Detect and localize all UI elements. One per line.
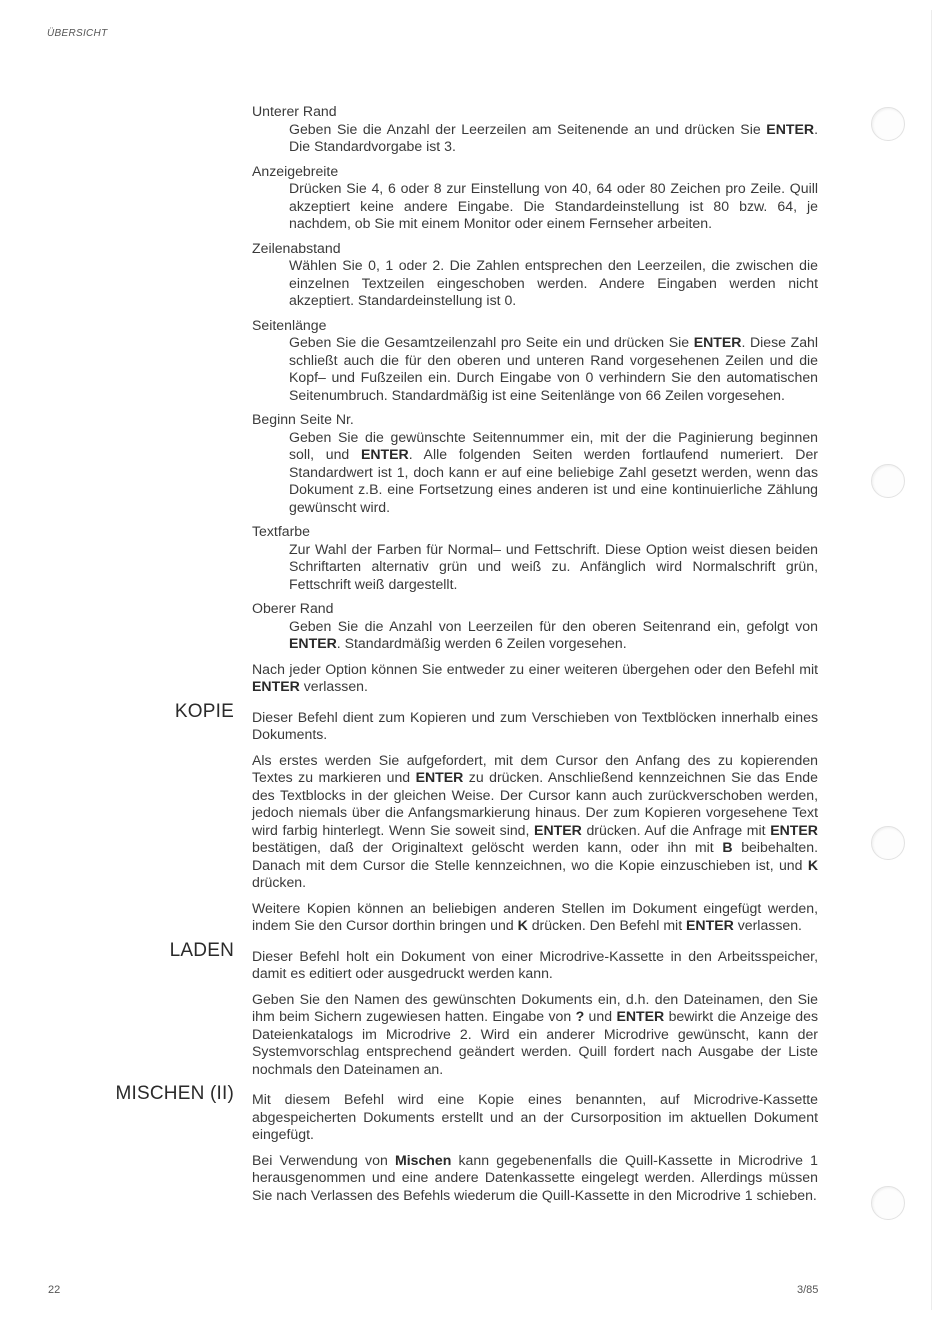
command-paragraph: Weitere Kopien können an beliebigen anderen Stellen im Dokument eingefügt werden, indem Sie den Cursor dorthin bringen und K drücken. Den Befehl mit ENTER verlassen. xyxy=(252,899,818,933)
option-term: Oberer Rand xyxy=(252,600,334,616)
option-term: Anzeigebreite xyxy=(252,162,339,179)
command-paragraph: Mit diesem Befehl wird eine Kopie eines benannten, auf Microdrive-Kassette abgespeicherten Dokuments erstellt und an der Cursorposition im aktuellen Dokument eingefügt. xyxy=(252,1091,818,1142)
option-term: Beginn Seite Nr. xyxy=(252,411,354,427)
binder-hole-1 xyxy=(871,107,905,141)
binder-hole-2 xyxy=(871,464,905,498)
option-list xyxy=(252,103,818,653)
running-header: ÜBERSICHT xyxy=(47,28,108,39)
command-heading: KOPIE xyxy=(174,700,234,722)
command-paragraph: Dieser Befehl holt ein Dokument von einer Microdrive-Kassette in den Arbeitsspeicher, damit es editiert oder ausgedruckt werden kann. xyxy=(252,947,818,981)
bold-keyword: ENTER xyxy=(534,821,582,838)
option-description: Zur Wahl der Farben für Normal– und Fettschrift. Diese Option weist diesen beiden Schriftarten alternativ grün und weiß zu. Anfänglich wird Normalschrift grün, Fettschrift weiß dargestellt. xyxy=(289,540,818,592)
command-paragraph: Geben Sie den Namen des gewünschten Dokuments ein, d.h. den Dateinamen, den Sie ihm beim Sichern zugewiesen hatten. Eingabe von ? und ENTER bewirkt die Anzeige des Dateienkatalogs im Microdrive 2. Wird ein anderer Microdrive gewünscht, kann der Systemvorschlag entsprechend geändert werden. Quill fordert nach Ausgabe der Liste nochmals den Dateinamen an. xyxy=(252,990,818,1077)
option-term: Zeilenabstand xyxy=(252,239,341,256)
command-section xyxy=(169,939,818,1079)
closing-paragraph: Nach jeder Option können Sie entweder zu einer weiteren übergehen oder den Befehl mit ENTER verlassen. xyxy=(252,660,818,694)
command-list xyxy=(115,700,819,1205)
bold-keyword: B xyxy=(722,839,733,855)
command-section xyxy=(115,1083,819,1204)
option-description: Geben Sie die gewünschte Seitennummer ein, mit der die Paginierung beginnen soll, und ENTER. Alle folgenden Seiten werden fortlaufend numeriert. Der Standardwert ist 1, doch kann er auf eine beliebige Zahl gesetzt werden, wenn das Dokument z.B. eine Fortsetzung eines anderen ist und eine kontinuierliche Zählung gewünscht wird. xyxy=(289,428,818,515)
bold-keyword: ENTER xyxy=(693,334,742,350)
page-edge xyxy=(931,10,932,1310)
main-content xyxy=(115,103,819,1204)
page-number: 22 xyxy=(48,1284,61,1296)
option-description: Geben Sie die Gesamtzeilenzahl pro Seite ein und drücken Sie ENTER. Diese Zahl schließt auch die für den oberen und unteren Rand vorgesehenen Zeilen und die Kopf– und Fußzeilen ein. Durch Eingabe von 0 verhindern Sie den automatischen Seitenumbruch. Standardmäßig ist eine Seitenlänge von 66 Zeilen vorgesehen. xyxy=(289,334,819,403)
command-paragraph: Dieser Befehl dient zum Kopieren und zum Verschieben von Textblöcken innerhalb eines Dokuments. xyxy=(252,708,818,742)
bold-keyword: K xyxy=(807,856,818,873)
bold-keyword: ENTER xyxy=(289,635,337,651)
command-paragraph: Bei Verwendung von Mischen kann gegebenenfalls die Quill-Kassette in Microdrive 1 herausgenommen und eine andere Datenkassette eingelegt werden. Allerdings müssen Sie nach Verlassen des Befehls wiederum die Quill-Kassette in den Microdrive 1 schieben. xyxy=(252,1151,819,1203)
command-paragraph: Als erstes werden Sie aufgefordert, mit dem Cursor den Anfang des zu kopierenden Textes zu markieren und ENTER zu drücken. Anschließend kennzeichnen Sie das Ende des Textblocks in der gleichen Weise. Der Cursor kann auch zurückverschoben werden, jedoch niemals über die Anfangsmarkierung hinaus. Der zum Kopieren vorgesehene Text wird farbig hinterlegt. Wenn Sie soweit sind, ENTER drücken. Auf die Anfrage mit ENTER bestätigen, daß der Originaltext gelöscht werden kann, oder ihn mit B beibehalten. Danach mit dem Cursor die Stelle kennzeichnen, wo die Kopie einzuschieben ist, und K drücken. xyxy=(252,751,819,890)
command-heading: LADEN xyxy=(169,939,234,961)
footer-code: 3/85 xyxy=(797,1284,819,1296)
bold-keyword: ENTER xyxy=(252,678,300,694)
option-term: Seitenlänge xyxy=(252,316,327,333)
bold-keyword: ? xyxy=(575,1008,585,1024)
bold-keyword: ENTER xyxy=(616,1008,665,1024)
option-term: Unterer Rand xyxy=(252,103,337,119)
binder-hole-3 xyxy=(871,826,905,860)
command-heading: MISCHEN (II) xyxy=(115,1083,234,1104)
bold-keyword: ENTER xyxy=(686,917,734,933)
bold-keyword: ENTER xyxy=(766,120,815,137)
bold-keyword: Mischen xyxy=(394,1151,452,1168)
binder-hole-4 xyxy=(871,1186,905,1220)
option-description: Geben Sie die Anzahl von Leerzeilen für den oberen Seitenrand ein, gefolgt von ENTER. Standardmäßig werden 6 Zeilen vorgesehen. xyxy=(289,617,818,651)
option-term: Textfarbe xyxy=(252,523,310,539)
command-section xyxy=(174,700,819,935)
option-description: Geben Sie die Anzahl der Leerzeilen am Seitenende an und drücken Sie ENTER. Die Standardvorgabe ist 3. xyxy=(289,120,818,154)
option-description: Wählen Sie 0, 1 oder 2. Die Zahlen entsprechen den Leerzeilen, die zwischen die einzelnen Textzeilen eingeschoben werden. Andere Eingaben werden nicht akzeptiert. Standardeinstellung ist 0. xyxy=(289,257,818,308)
bold-keyword: K xyxy=(517,917,528,933)
bold-keyword: ENTER xyxy=(415,769,464,785)
bold-keyword: ENTER xyxy=(770,821,818,838)
bold-keyword: ENTER xyxy=(360,446,409,462)
option-description: Drücken Sie 4, 6 oder 8 zur Einstellung von 40, 64 oder 80 Zeichen pro Zeile. Quill akzeptiert keine andere Eingabe. Die Standardeinstellung ist 80 bzw. 64, je nachdem, ob Sie mit einem Monitor oder einem Fernseher arbeiten. xyxy=(289,180,818,231)
